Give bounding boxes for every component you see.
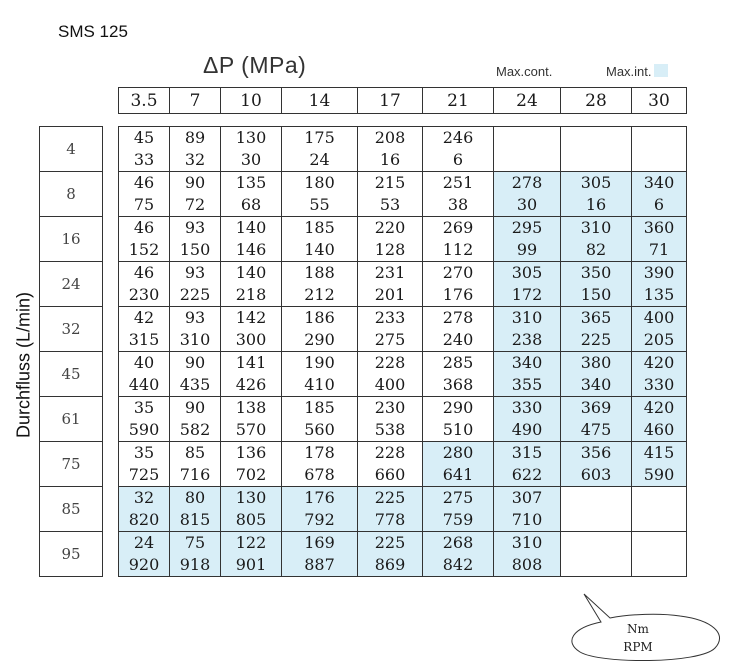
torque-value: 90: [184, 173, 206, 192]
speed-value: 152: [128, 240, 160, 259]
speed-value: 176: [442, 285, 474, 304]
speed-value: 146: [235, 240, 267, 259]
torque-value: 360: [643, 218, 675, 237]
max-cont-label: Max.cont.: [496, 64, 553, 79]
torque-value: 140: [235, 263, 267, 282]
pressure-header-cell: 21: [423, 88, 494, 114]
speed-value: 887: [304, 555, 335, 574]
speed-value: 275: [374, 330, 406, 349]
speed-value: 310: [179, 330, 211, 349]
speed-value: 759: [442, 510, 474, 529]
speed-value: 560: [304, 420, 335, 439]
speed-value: 53: [379, 195, 401, 214]
speed-value: 16: [379, 150, 401, 169]
speed-value: 426: [235, 375, 267, 394]
torque-value: 233: [374, 308, 406, 327]
speed-value: 16: [585, 195, 607, 214]
speed-value: 238: [511, 330, 543, 349]
torque-value: 369: [580, 398, 612, 417]
speed-value: 869: [374, 555, 406, 574]
torque-value: 142: [235, 308, 267, 327]
speed-value: 590: [643, 465, 675, 484]
torque-value: 310: [511, 308, 543, 327]
speed-value: 290: [304, 330, 335, 349]
speed-value: 128: [374, 240, 406, 259]
torque-value: 75: [184, 533, 206, 552]
torque-value: 46: [133, 263, 155, 282]
torque-value: 270: [442, 263, 474, 282]
speed-value: 603: [580, 465, 612, 484]
torque-value: 278: [442, 308, 474, 327]
flow-cell: 95: [40, 532, 103, 577]
speed-value: 30: [516, 195, 538, 214]
torque-value: 340: [511, 353, 543, 372]
speed-value: 400: [374, 375, 406, 394]
speed-value: 71: [648, 240, 670, 259]
torque-value: 140: [235, 218, 267, 237]
torque-value: 89: [184, 128, 206, 147]
torque-value: 268: [442, 533, 474, 552]
speed-value: 440: [128, 375, 160, 394]
speed-value: 702: [235, 465, 267, 484]
speed-value: 6: [452, 150, 464, 169]
speed-value: 918: [179, 555, 211, 574]
torque-value: 122: [235, 533, 267, 552]
speed-value: 68: [240, 195, 262, 214]
speed-value: 710: [511, 510, 543, 529]
torque-value: 340: [643, 173, 675, 192]
pressure-header-cell: 17: [358, 88, 423, 114]
speed-value: 355: [511, 375, 543, 394]
pressure-header-cell: 14: [282, 88, 358, 114]
flow-cell: 16: [40, 217, 103, 262]
speed-value: 842: [442, 555, 474, 574]
pressure-axis-label: ΔP (MPa): [203, 52, 307, 78]
speed-value: 112: [442, 240, 474, 259]
torque-value: 420: [643, 353, 675, 372]
torque-value: 45: [133, 128, 155, 147]
speed-value: 678: [304, 465, 335, 484]
flow-cell: 8: [40, 172, 103, 217]
speed-value: 30: [240, 150, 262, 169]
speed-value: 6: [653, 195, 665, 214]
speed-value: 808: [511, 555, 543, 574]
speed-value: 538: [374, 420, 406, 439]
pressure-header-cell: 3.5: [119, 88, 170, 114]
speed-value: 135: [643, 285, 675, 304]
torque-value: 188: [304, 263, 335, 282]
speed-value: 815: [179, 510, 211, 529]
speed-value: 901: [235, 555, 267, 574]
speed-value: 570: [235, 420, 267, 439]
speed-value: 460: [643, 420, 675, 439]
torque-value: 93: [184, 308, 206, 327]
torque-value: 228: [374, 443, 406, 462]
speed-value: 150: [179, 240, 211, 259]
torque-value: 225: [374, 533, 406, 552]
speed-value: 368: [442, 375, 474, 394]
torque-value: 176: [304, 488, 335, 507]
flow-axis-label: Durchfluss (L/min): [13, 291, 34, 439]
speed-value: 805: [235, 510, 267, 529]
max-int-label: Max.int.: [606, 64, 652, 79]
speed-value: 82: [585, 240, 607, 259]
speed-value: 225: [179, 285, 211, 304]
torque-value: 415: [643, 443, 675, 462]
torque-value: 135: [235, 173, 267, 192]
torque-value: 186: [304, 308, 335, 327]
torque-value: 305: [511, 263, 543, 282]
torque-value: 136: [235, 443, 267, 462]
pressure-header-cell: 30: [632, 88, 687, 114]
torque-value: 190: [304, 353, 335, 372]
torque-value: 228: [374, 353, 406, 372]
torque-value: 350: [580, 263, 612, 282]
callout-torque-unit: Nm: [627, 622, 649, 636]
speed-value: 212: [304, 285, 335, 304]
torque-value: 85: [184, 443, 206, 462]
flow-cell: 61: [40, 397, 103, 442]
callout-speed-unit: RPM: [623, 640, 653, 654]
speed-value: 475: [580, 420, 612, 439]
speed-value: 622: [511, 465, 543, 484]
speed-value: 225: [580, 330, 612, 349]
speed-value: 410: [304, 375, 335, 394]
torque-value: 185: [304, 398, 335, 417]
speed-value: 300: [235, 330, 267, 349]
torque-value: 90: [184, 398, 206, 417]
torque-value: 290: [442, 398, 474, 417]
pressure-header-cell: 28: [561, 88, 632, 114]
pressure-header-cell: 7: [170, 88, 221, 114]
torque-value: 295: [511, 218, 543, 237]
torque-value: 315: [511, 443, 543, 462]
speed-value: 716: [179, 465, 211, 484]
speed-value: 75: [133, 195, 155, 214]
speed-value: 38: [447, 195, 469, 214]
speed-value: 72: [184, 195, 206, 214]
torque-value: 175: [304, 128, 335, 147]
torque-value: 220: [374, 218, 406, 237]
torque-value: 215: [374, 173, 406, 192]
torque-value: 93: [184, 263, 206, 282]
speed-value: 240: [442, 330, 474, 349]
torque-value: 400: [643, 308, 675, 327]
torque-value: 307: [511, 488, 543, 507]
torque-value: 46: [133, 173, 155, 192]
torque-value: 278: [511, 173, 543, 192]
torque-value: 40: [133, 353, 155, 372]
speed-value: 340: [580, 375, 612, 394]
pressure-header-cell: 10: [221, 88, 282, 114]
torque-value: 310: [511, 533, 543, 552]
speed-value: 230: [128, 285, 160, 304]
torque-value: 380: [580, 353, 612, 372]
speed-value: 641: [442, 465, 474, 484]
speed-value: 33: [133, 150, 155, 169]
speed-value: 55: [309, 195, 330, 214]
torque-value: 42: [133, 308, 155, 327]
torque-value: 185: [304, 218, 335, 237]
torque-value: 330: [511, 398, 543, 417]
speed-value: 435: [179, 375, 211, 394]
torque-value: 275: [442, 488, 474, 507]
flow-cell: 32: [40, 307, 103, 352]
torque-value: 390: [643, 263, 675, 282]
speed-value: 725: [128, 465, 160, 484]
torque-value: 138: [235, 398, 267, 417]
torque-value: 269: [442, 218, 474, 237]
speed-value: 99: [516, 240, 538, 259]
torque-value: 420: [643, 398, 675, 417]
torque-value: 310: [580, 218, 612, 237]
torque-value: 356: [580, 443, 612, 462]
flow-cell: 45: [40, 352, 103, 397]
torque-value: 80: [184, 488, 206, 507]
speed-value: 582: [179, 420, 211, 439]
torque-value: 178: [304, 443, 335, 462]
torque-value: 24: [133, 533, 155, 552]
torque-value: 251: [442, 173, 474, 192]
torque-value: 46: [133, 218, 155, 237]
torque-value: 285: [442, 353, 474, 372]
torque-value: 230: [374, 398, 406, 417]
torque-value: 231: [374, 263, 406, 282]
torque-value: 130: [235, 488, 267, 507]
speed-value: 172: [511, 285, 543, 304]
torque-value: 280: [442, 443, 474, 462]
torque-value: 130: [235, 128, 267, 147]
speed-value: 140: [304, 240, 335, 259]
torque-value: 32: [133, 488, 155, 507]
flow-cell: 4: [40, 127, 103, 172]
pressure-header-cell: 24: [494, 88, 561, 114]
speed-value: 32: [184, 150, 206, 169]
flow-cell: 24: [40, 262, 103, 307]
torque-value: 246: [442, 128, 474, 147]
speed-value: 24: [309, 150, 330, 169]
torque-value: 90: [184, 353, 206, 372]
torque-value: 93: [184, 218, 206, 237]
speed-value: 820: [128, 510, 160, 529]
torque-value: 169: [304, 533, 335, 552]
speed-value: 660: [374, 465, 406, 484]
torque-value: 365: [580, 308, 612, 327]
speed-value: 510: [442, 420, 474, 439]
speed-value: 315: [128, 330, 160, 349]
torque-value: 35: [133, 443, 155, 462]
speed-value: 218: [235, 285, 267, 304]
torque-value: 180: [304, 173, 335, 192]
speed-value: 201: [374, 285, 406, 304]
flow-cell: 75: [40, 442, 103, 487]
speed-value: 330: [643, 375, 675, 394]
torque-value: 141: [235, 353, 267, 372]
torque-value: 35: [133, 398, 155, 417]
flow-cell: 85: [40, 487, 103, 532]
torque-value: 305: [580, 173, 612, 192]
speed-value: 205: [643, 330, 675, 349]
speed-value: 590: [128, 420, 160, 439]
speed-value: 490: [511, 420, 543, 439]
speed-value: 150: [580, 285, 612, 304]
speed-value: 920: [128, 555, 160, 574]
torque-value: 225: [374, 488, 406, 507]
speed-value: 778: [374, 510, 406, 529]
torque-value: 208: [374, 128, 406, 147]
page-title: SMS 125: [58, 22, 128, 41]
speed-value: 792: [304, 510, 335, 529]
